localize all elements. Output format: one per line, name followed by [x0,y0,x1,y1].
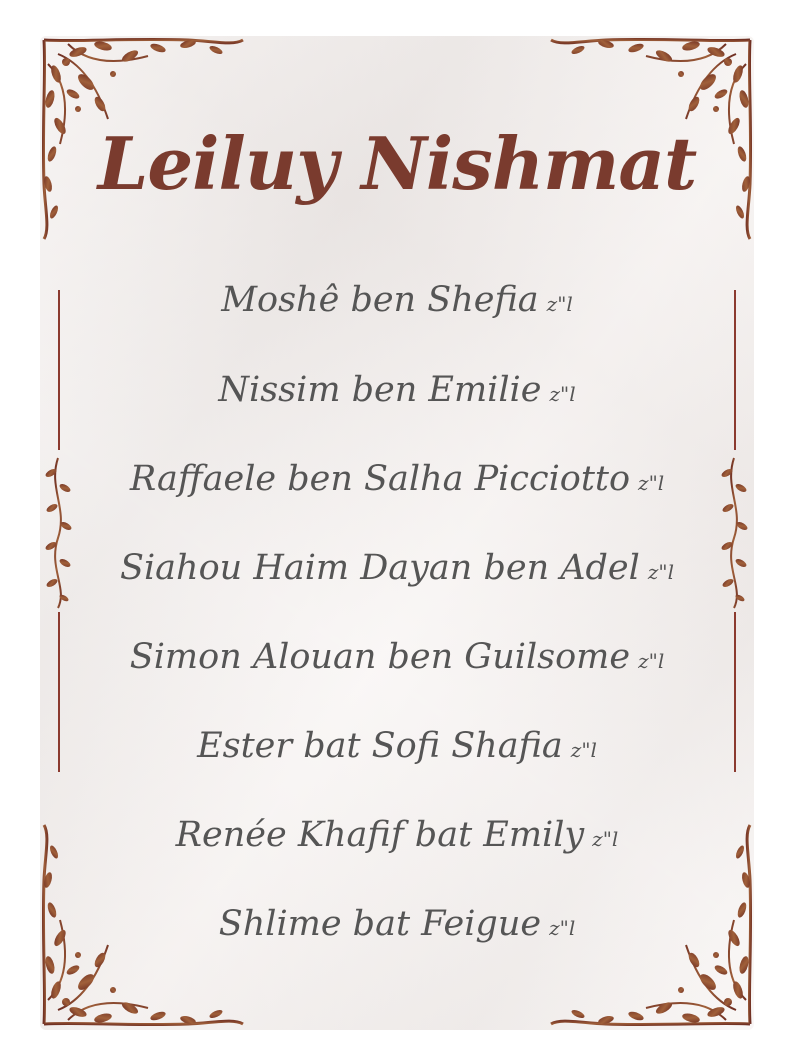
name-suffix: z"l [592,827,619,851]
page-title: Leiluy Nishmat [97,121,697,206]
name-text: Moshê ben Shefia [221,280,539,320]
name-text: Raffaele ben Salha Picciotto [129,459,631,499]
list-item [0,370,794,410]
list-item [0,726,794,766]
name-text: Ester bat Sofi Shafia [197,726,563,766]
name-suffix: z"l [546,292,573,316]
list-item [0,459,794,499]
name-suffix: z"l [549,382,576,406]
list-item [0,637,794,677]
list-item [0,280,794,320]
name-text: Simon Alouan ben Guilsome [129,637,631,677]
name-suffix: z"l [549,916,576,940]
name-suffix: z"l [647,560,674,584]
name-suffix: z"l [638,649,665,673]
name-suffix: z"l [570,738,597,762]
name-suffix: z"l [638,471,665,495]
name-text: Shlime bat Feigue [218,904,542,944]
name-text: Siahou Haim Dayan ben Adel [120,548,640,588]
list-item [0,815,794,855]
name-text: Renée Khafif bat Emily [175,815,585,855]
list-item [0,904,794,944]
name-text: Nissim ben Emilie [218,370,542,410]
list-item [0,548,794,588]
